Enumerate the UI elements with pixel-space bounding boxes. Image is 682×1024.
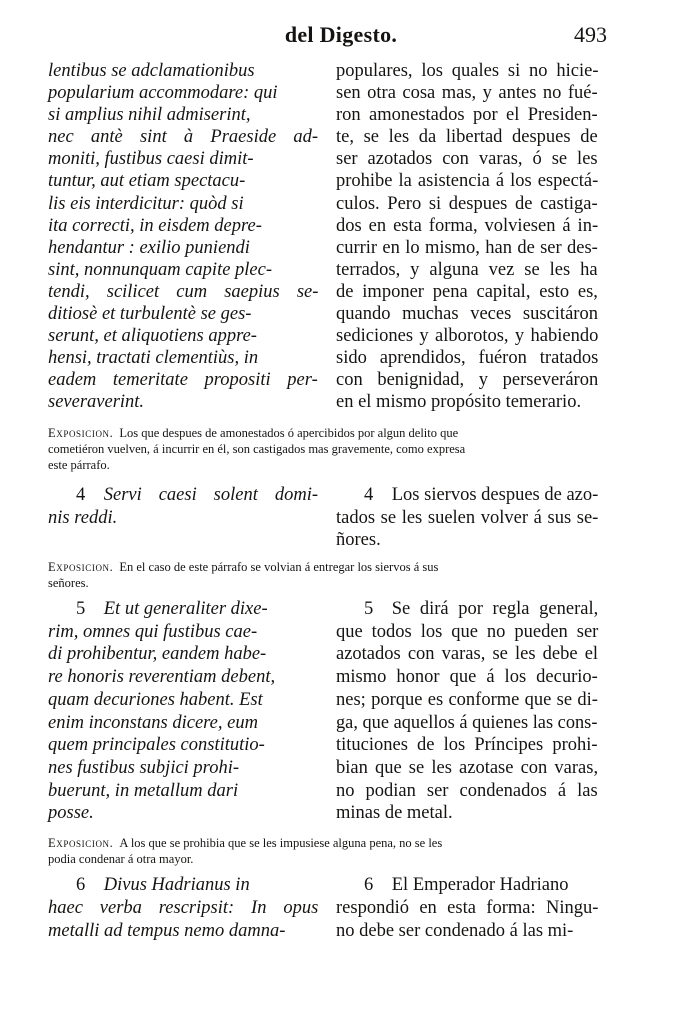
exposicion-text: este párrafo. bbox=[48, 458, 110, 472]
line-text: tendi, scilicet cum saepius se- bbox=[48, 281, 319, 302]
latin-line bbox=[48, 757, 318, 780]
line-text: minas de metal. bbox=[336, 803, 453, 824]
spanish-line bbox=[336, 529, 598, 552]
latin-line bbox=[48, 802, 318, 825]
exposicion-first-line bbox=[48, 425, 600, 441]
line-text: terrados, y alguna vez se les ha bbox=[336, 259, 598, 280]
section-continuation bbox=[48, 60, 600, 420]
latin-line bbox=[48, 621, 318, 644]
latin-line bbox=[48, 507, 318, 530]
line-text: posse. bbox=[48, 803, 94, 824]
latin-line bbox=[48, 734, 318, 757]
spanish-line bbox=[336, 598, 598, 621]
section-4 bbox=[48, 484, 600, 554]
latin-line bbox=[48, 259, 318, 281]
latin-line bbox=[48, 598, 318, 621]
line-text: hendantur : exilio puniendi bbox=[48, 237, 250, 258]
line-text: lis eis interdicitur: quòd si bbox=[48, 193, 244, 214]
exposicion-note bbox=[48, 835, 600, 867]
spanish-line bbox=[336, 170, 598, 192]
line-text: lentibus se adclamationibus bbox=[48, 61, 255, 81]
line-text: El Emperador Hadriano bbox=[391, 875, 569, 895]
line-text: sediciones y alborotos, y habiendo bbox=[336, 326, 599, 347]
latin-column bbox=[48, 598, 318, 825]
latin-line bbox=[48, 126, 318, 148]
latin-line bbox=[48, 237, 318, 259]
latin-line bbox=[48, 82, 318, 104]
spanish-line bbox=[336, 193, 598, 215]
exposicion-first-line bbox=[48, 835, 600, 851]
exposicion-text: A los que se prohibia que se les impusiese alguna pena, no se les bbox=[119, 836, 443, 850]
spanish-line bbox=[336, 484, 598, 507]
line-text: que todos los que no pueden ser bbox=[336, 621, 599, 642]
latin-line bbox=[48, 643, 318, 666]
line-text: re honoris reverentiam debent, bbox=[48, 667, 276, 688]
line-text: nes; porque es conforme que se di- bbox=[336, 689, 598, 710]
line-text: enim inconstans dicere, eum bbox=[48, 712, 258, 733]
spanish-line bbox=[336, 259, 598, 281]
spanish-line bbox=[336, 126, 598, 148]
latin-line bbox=[48, 281, 318, 303]
spanish-line bbox=[336, 734, 598, 757]
latin-line bbox=[48, 484, 318, 507]
spanish-line bbox=[336, 104, 598, 126]
line-text: popularium accommodare: qui bbox=[48, 83, 278, 104]
line-text: con benignidad, y perseveráron bbox=[336, 370, 599, 391]
latin-line bbox=[48, 325, 318, 347]
spanish-line bbox=[336, 391, 598, 413]
exposicion-text: podia condenar á otra mayor. bbox=[48, 852, 194, 866]
latin-line bbox=[48, 170, 318, 192]
spanish-line bbox=[336, 507, 598, 530]
spanish-line bbox=[336, 215, 598, 237]
section-5 bbox=[48, 598, 600, 828]
latin-line bbox=[48, 920, 318, 943]
line-text: hensi, tractati clementiùs, in bbox=[48, 348, 259, 369]
exposicion-note bbox=[48, 425, 600, 473]
line-text: nes fustibus subjici prohi- bbox=[48, 757, 239, 778]
latin-line bbox=[48, 369, 318, 391]
spanish-line bbox=[336, 802, 598, 825]
line-text: mismo honor que á los decurio- bbox=[336, 667, 598, 688]
line-text: moniti, fustibus caesi dimit- bbox=[48, 149, 254, 170]
line-text: bian que se les azotase con varas, bbox=[336, 757, 599, 778]
line-text: Los siervos despues de azo- bbox=[391, 485, 599, 505]
line-text: eadem temeritate propositi per- bbox=[48, 370, 318, 391]
spanish-line bbox=[336, 281, 598, 303]
spanish-line bbox=[336, 920, 598, 943]
line-text: Se dirá por regla general, bbox=[391, 599, 599, 619]
latin-line bbox=[48, 897, 318, 920]
line-text: metalli ad tempus nemo damna- bbox=[48, 921, 286, 941]
exposicion-label: Exposicion. bbox=[48, 560, 114, 574]
spanish-line bbox=[336, 82, 598, 104]
line-text: sen otra cosa mas, y antes no fué- bbox=[336, 83, 598, 104]
line-text: en el mismo propósito temerario. bbox=[336, 392, 582, 413]
line-text: quam decuriones habent. Est bbox=[48, 689, 263, 710]
exposicion-text: En el caso de este párrafo se volvian á entregar los siervos á sus bbox=[119, 560, 439, 574]
spanish-line bbox=[336, 237, 598, 259]
line-text: haec verba rescripsit: In opus bbox=[48, 898, 319, 918]
spanish-line bbox=[336, 666, 598, 689]
line-text: ga, que aquellos á quienes las cons- bbox=[336, 712, 598, 733]
latin-column bbox=[48, 874, 318, 943]
latin-line bbox=[48, 874, 318, 897]
section-6 bbox=[48, 874, 600, 948]
line-text: ser azotados con varas, ó se les bbox=[336, 149, 598, 170]
line-text: de imponer pena capital, esto es, bbox=[336, 281, 598, 302]
spanish-column bbox=[336, 874, 598, 943]
spanish-line bbox=[336, 60, 598, 82]
spanish-line bbox=[336, 780, 598, 803]
paragraph-number: 5 bbox=[364, 599, 374, 619]
exposicion-first-line bbox=[48, 559, 600, 575]
line-text: nis reddi. bbox=[48, 507, 118, 528]
line-text: severaverint. bbox=[48, 392, 145, 413]
spanish-line bbox=[336, 874, 598, 897]
spanish-line bbox=[336, 712, 596, 735]
spanish-column bbox=[336, 484, 598, 552]
line-text: buerunt, in metallum dari bbox=[48, 780, 239, 801]
line-text: ron amonestados por el Presiden- bbox=[336, 105, 598, 126]
line-text: nec antè sint à Praeside ad- bbox=[48, 127, 319, 148]
running-title: del Digesto. bbox=[284, 22, 398, 47]
latin-line bbox=[48, 347, 318, 369]
spanish-line bbox=[336, 369, 598, 391]
latin-line bbox=[48, 712, 318, 735]
line-text: tados se les suelen volver á sus se- bbox=[336, 507, 599, 528]
exposicion-label: Exposicion. bbox=[48, 836, 114, 850]
paragraph-number: 5 bbox=[76, 599, 86, 619]
paragraph-number: 4 bbox=[76, 485, 86, 505]
line-text: Divus Hadrianus in bbox=[103, 875, 250, 895]
line-text: quando muchas veces suscitáron bbox=[336, 304, 598, 325]
latin-line bbox=[48, 303, 318, 325]
latin-line bbox=[48, 215, 318, 237]
line-text: quem principales constitutio- bbox=[48, 735, 265, 756]
latin-line bbox=[48, 60, 318, 82]
line-text: Servi caesi solent domi- bbox=[103, 485, 318, 505]
line-text: ita correcti, in eisdem depre- bbox=[48, 215, 262, 236]
spanish-line bbox=[336, 897, 598, 920]
exposicion-note bbox=[48, 559, 600, 591]
spanish-line bbox=[336, 643, 598, 666]
spanish-line bbox=[336, 689, 598, 712]
line-text: te, se les da libertad despues de bbox=[336, 127, 598, 148]
line-text: currir en lo mismo, han de ser des- bbox=[336, 237, 598, 258]
latin-line bbox=[48, 780, 318, 803]
line-text: no podian ser condenados á las bbox=[336, 780, 598, 801]
line-text: ditiosè et turbulentè se ges- bbox=[48, 304, 252, 325]
spanish-line bbox=[336, 757, 598, 780]
line-text: prohibe la asistencia á los espectá- bbox=[336, 171, 599, 192]
paragraph-number: 6 bbox=[76, 875, 86, 895]
line-text: sint, nonnunquam capite plec- bbox=[48, 259, 273, 280]
running-head bbox=[0, 22, 682, 52]
spanish-line bbox=[336, 347, 598, 369]
latin-line bbox=[48, 391, 318, 413]
latin-line bbox=[48, 689, 318, 712]
latin-column bbox=[48, 60, 318, 414]
line-text: si amplius nihil admiserint, bbox=[48, 105, 251, 126]
line-text: culos. Pero si despues de castiga- bbox=[336, 193, 598, 214]
line-text: tituciones de los Príncipes prohi- bbox=[336, 735, 598, 756]
line-text: respondió en esta forma: Ningu- bbox=[336, 898, 599, 918]
line-text: rim, omnes qui fustibus cae- bbox=[48, 621, 258, 642]
spanish-line bbox=[336, 148, 598, 170]
line-text: sido aprendidos, fuéron tratados bbox=[336, 348, 599, 369]
spanish-line bbox=[336, 325, 598, 347]
exposicion-text: cometiéron vuelven, á incurrir en él, son castigados mas gravemente, como expresa bbox=[48, 442, 466, 456]
line-text: no debe ser condenado á las mi- bbox=[336, 921, 574, 941]
exposicion-text: señores. bbox=[48, 576, 89, 590]
latin-line bbox=[48, 148, 318, 170]
spanish-column bbox=[336, 598, 598, 825]
latin-line bbox=[48, 666, 318, 689]
paragraph-number: 4 bbox=[364, 485, 374, 505]
latin-column bbox=[48, 484, 318, 529]
line-text: serunt, et aliquotiens appre- bbox=[48, 326, 257, 347]
line-text: di prohibentur, eandem habe- bbox=[48, 644, 267, 665]
latin-line bbox=[48, 104, 318, 126]
exposicion-label: Exposicion. bbox=[48, 426, 114, 440]
spanish-line bbox=[336, 303, 598, 325]
line-text: azotados con varas, se les debe el bbox=[336, 644, 599, 665]
line-text: populares, los quales si no hicie- bbox=[336, 61, 599, 81]
line-text: ñores. bbox=[336, 530, 381, 550]
line-text: tuntur, aut etiam spectacu- bbox=[48, 171, 246, 192]
line-text: Et ut generaliter dixe- bbox=[103, 599, 268, 619]
line-text: dos en esta forma, volviesen á in- bbox=[336, 215, 599, 236]
page-number: 493 bbox=[574, 22, 607, 47]
paragraph-number: 6 bbox=[364, 875, 374, 895]
spanish-line bbox=[336, 621, 598, 644]
exposicion-text: Los que despues de amonestados ó apercibidos por algun delito que bbox=[119, 426, 459, 440]
spanish-column bbox=[336, 60, 598, 414]
latin-line bbox=[48, 193, 318, 215]
